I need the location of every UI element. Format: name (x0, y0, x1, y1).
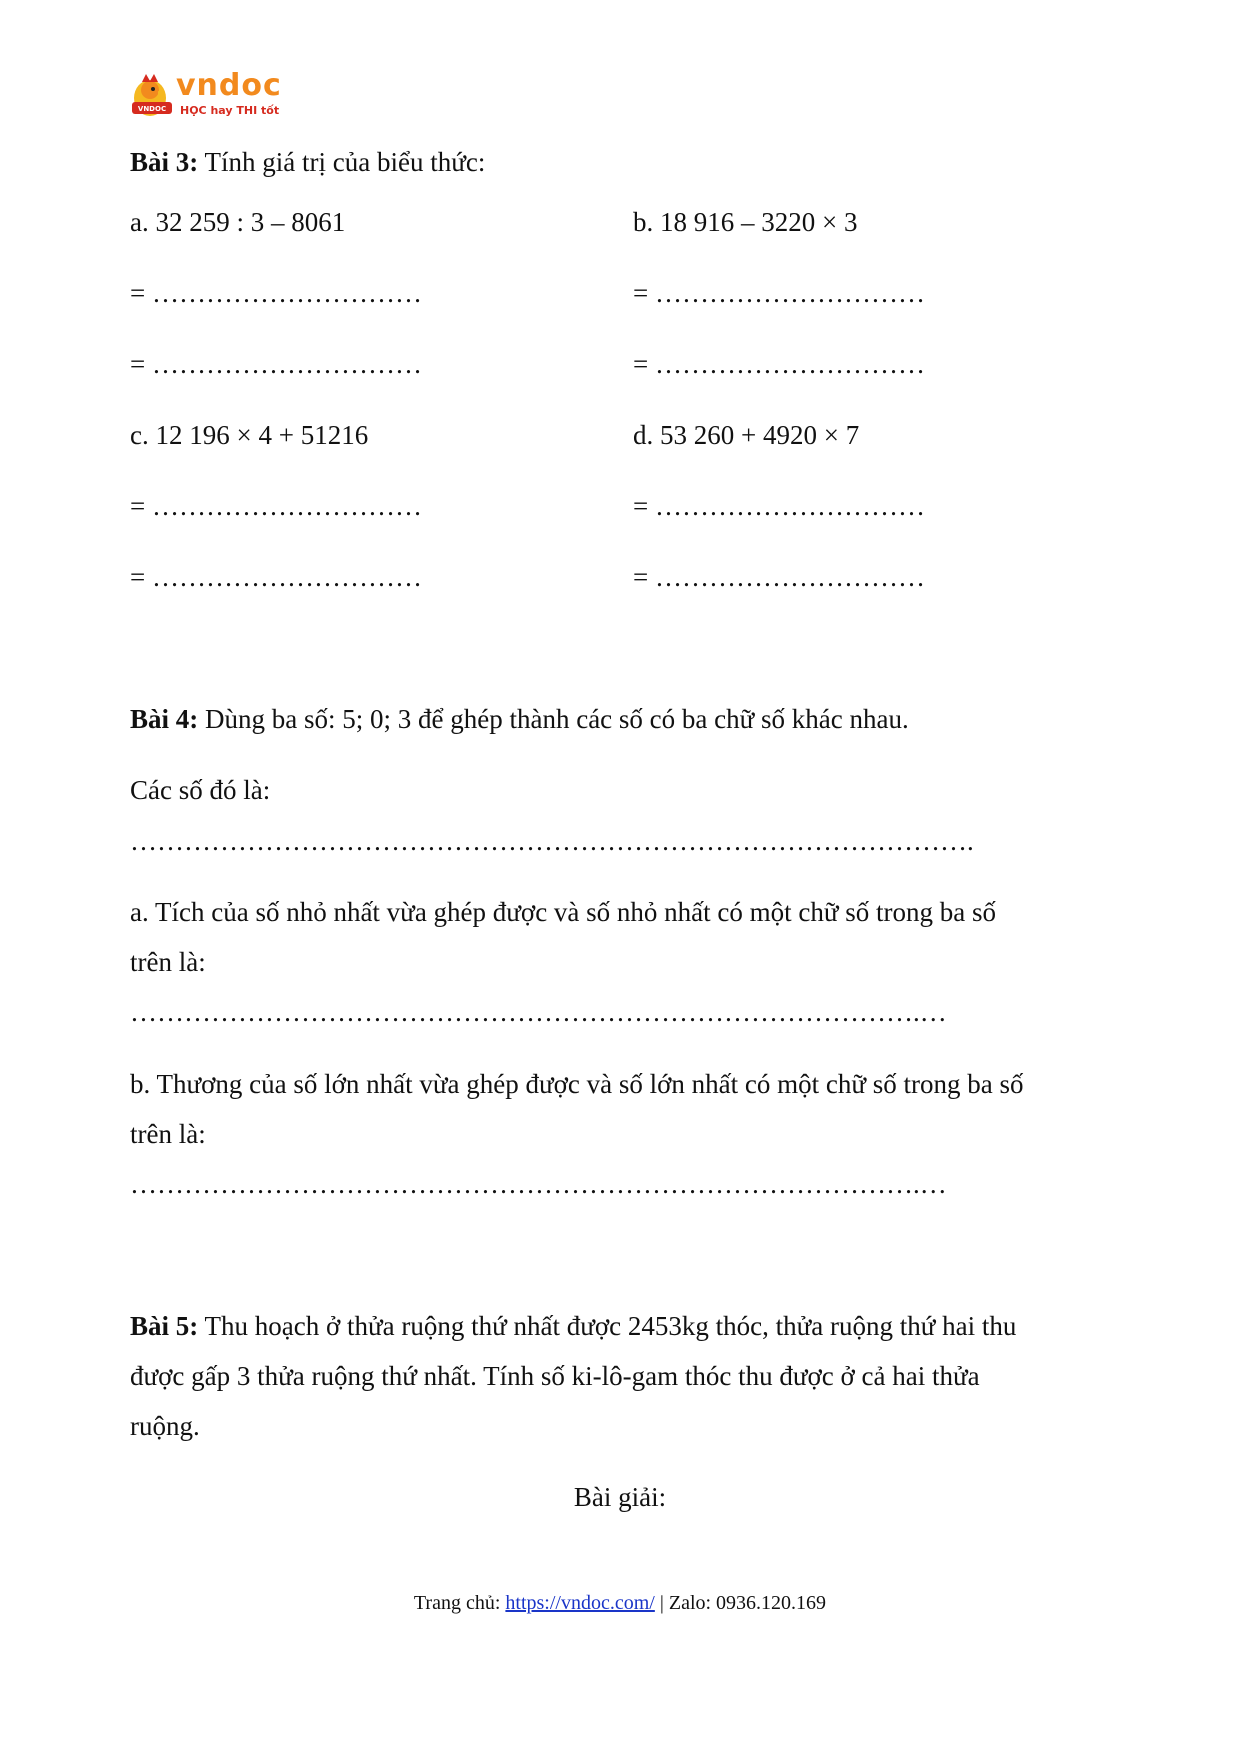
bai3-expr-b: b. 18 916 – 3220 × 3 (633, 207, 858, 237)
bai4-answer-line-1: …………………………………………………………………………………. (130, 826, 974, 856)
bai4-heading (130, 703, 909, 735)
bai3-prompt: Tính giá trị của biểu thức: (198, 147, 486, 177)
bai4-question-b-line-1: b. Thương của số lớn nhất vừa ghép được và số lớn nhất có một chữ số trong ba số (130, 1069, 1024, 1099)
bai5-text-1: Thu hoạch ở thửa ruộng thứ nhất được 2453kg thóc, thửa ruộng thứ hai thu (198, 1311, 1017, 1341)
bai3-c-blank-1: = ………………………… (130, 491, 422, 521)
vndoc-logo (128, 68, 298, 124)
bai5-line-3: ruộng. (130, 1411, 200, 1441)
bai3-a-blank-1: = ………………………… (130, 278, 422, 308)
bai5-line-1 (130, 1310, 1016, 1342)
footer-suffix: | Zalo: 0936.120.169 (654, 1592, 827, 1614)
bai3-a-blank-2: = ………………………… (130, 349, 422, 379)
footer-home-link[interactable]: https://vndoc.com/ (505, 1592, 655, 1614)
logo-tagline-text: HỌC hay THI tốt (180, 104, 280, 117)
bai4-answer-line-3: …………………………………………………………………………….… (130, 1169, 947, 1199)
bai3-expr-d: d. 53 260 + 4920 × 7 (633, 420, 860, 450)
bai4-label: Bài 4: (130, 704, 199, 734)
bai5-label: Bài 5: (130, 1311, 199, 1341)
bai3-c-blank-2: = ………………………… (130, 562, 422, 592)
bai4-question-a-line-1: a. Tích của số nhỏ nhất vừa ghép được và số nhỏ nhất có một chữ số trong ba số (130, 897, 997, 927)
bai3-expr-a: a. 32 259 : 3 – 8061 (130, 207, 346, 237)
page-footer (0, 1591, 1240, 1615)
bai4-question-a-line-2: trên là: (130, 947, 206, 977)
bai3-b-blank-1: = ………………………… (633, 278, 925, 308)
bai3-label: Bài 3: (130, 147, 199, 177)
footer-prefix: Trang chủ: (413, 1592, 506, 1614)
bai3-d-blank-2: = ………………………… (633, 562, 925, 592)
bai4-question-b-line-2: trên là: (130, 1119, 206, 1149)
logo-brand-text: vndoc (176, 68, 282, 103)
bai3-b-blank-2: = ………………………… (633, 349, 925, 379)
bai5-line-2: được gấp 3 thửa ruộng thứ nhất. Tính số ki-lô-gam thóc thu được ở cả hai thửa (130, 1361, 980, 1391)
bai4-prompt: Dùng ba số: 5; 0; 3 để ghép thành các số có ba chữ số khác nhau. (198, 704, 909, 734)
bai4-answer-line-2: …………………………………………………………………………….… (130, 997, 947, 1027)
logo-badge-text: VNDOC (137, 105, 167, 113)
bai3-heading (130, 146, 485, 178)
bai3-expr-c: c. 12 196 × 4 + 51216 (130, 420, 369, 450)
bai5-solution-heading: Bài giải: (573, 1482, 667, 1512)
bai3-d-blank-1: = ………………………… (633, 491, 925, 521)
bai4-intro: Các số đó là: (130, 775, 271, 805)
